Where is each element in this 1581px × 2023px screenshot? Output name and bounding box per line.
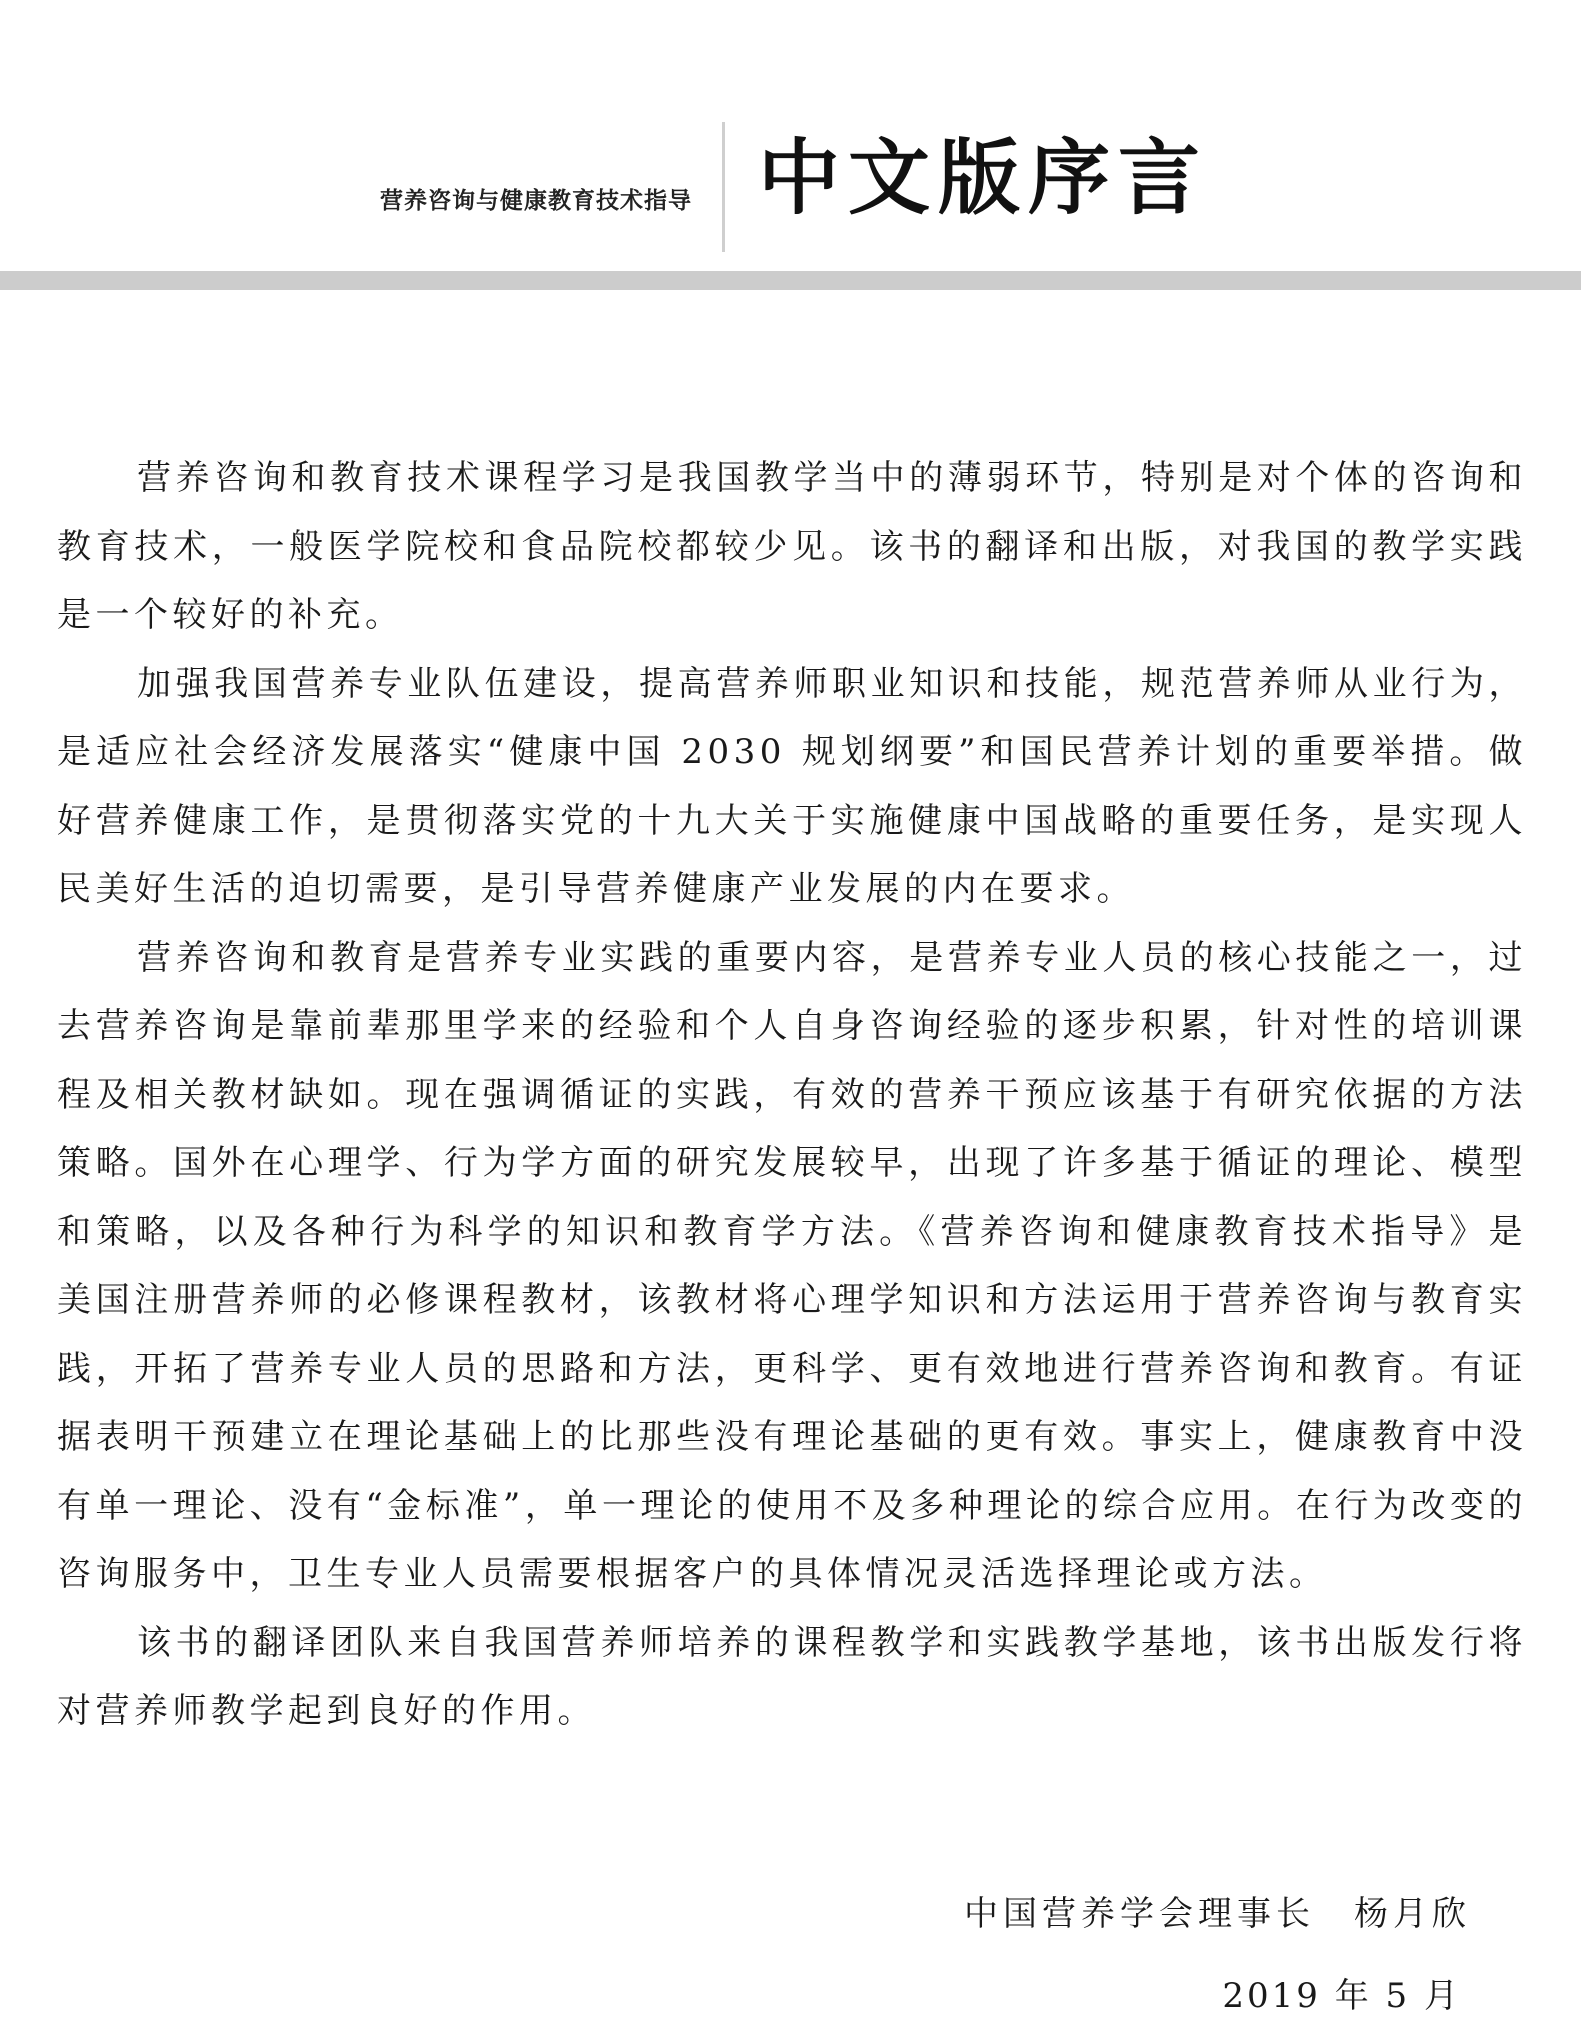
header-divider xyxy=(722,122,725,252)
header-rule-bar xyxy=(0,271,1581,290)
page-title: 中文版序言 xyxy=(758,130,1209,226)
page-header xyxy=(0,0,1581,270)
paragraph: 加强我国营养专业队伍建设，提高营养师职业知识和技能，规范营养师从业行为，是适应社会经济发展落实“健康中国 2030 规划纲要”和国民营养计划的重要举措。做好营养健康工作，是贯彻落实党的十九大关于实施健康中国战略的重要任务，是实现人民美好生活的迫切需要，是引导营养健康产业发展的内在要求。 xyxy=(57,663,1527,909)
book-title-running-head: 营养咨询与健康教育技术指导 xyxy=(380,188,692,214)
paragraph: 该书的翻译团队来自我国营养师培养的课程教学和实践教学基地，该书出版发行将对营养师教学起到良好的作用。 xyxy=(57,1622,1527,1731)
signature-date: 2019 年 5 月 xyxy=(1222,1976,1461,2016)
paragraph: 营养咨询和教育技术课程学习是我国教学当中的薄弱环节，特别是对个体的咨询和教育技术，一般医学院校和食品院校都较少见。该书的翻译和出版，对我国的教学实践是一个较好的补充。 xyxy=(57,458,1527,635)
signature-author: 中国营养学会理事长 杨月欣 xyxy=(964,1894,1471,1934)
paragraph: 营养咨询和教育是营养专业实践的重要内容，是营养专业人员的核心技能之一，过去营养咨询是靠前辈那里学来的经验和个人自身咨询经验的逐步积累，针对性的培训课程及相关教材缺如。现在强调循证的实践，有效的营养干预应该基于有研究依据的方法策略。国外在心理学、行为学方面的研究发展较早，出现了许多基于循证的理论、模型和策略，以及各种行为科学的知识和教育学方法。《营养咨询和健康教育技术指导》是美国注册营养师的必修课程教材，该教材将心理学知识和方法运用于营养咨询与教育实践，开拓了营养专业人员的思路和方法，更科学、更有效地进行营养咨询和教育。有证据表明干预建立在理论基础上的比那些没有理论基础的更有效。事实上，健康教育中没有单一理论、没有“金标准”，单一理论的使用不及多种理论的综合应用。在行为改变的咨询服务中，卫生专业人员需要根据客户的具体情况灵活选择理论或方法。 xyxy=(57,937,1527,1594)
preface-body xyxy=(57,444,1527,1746)
